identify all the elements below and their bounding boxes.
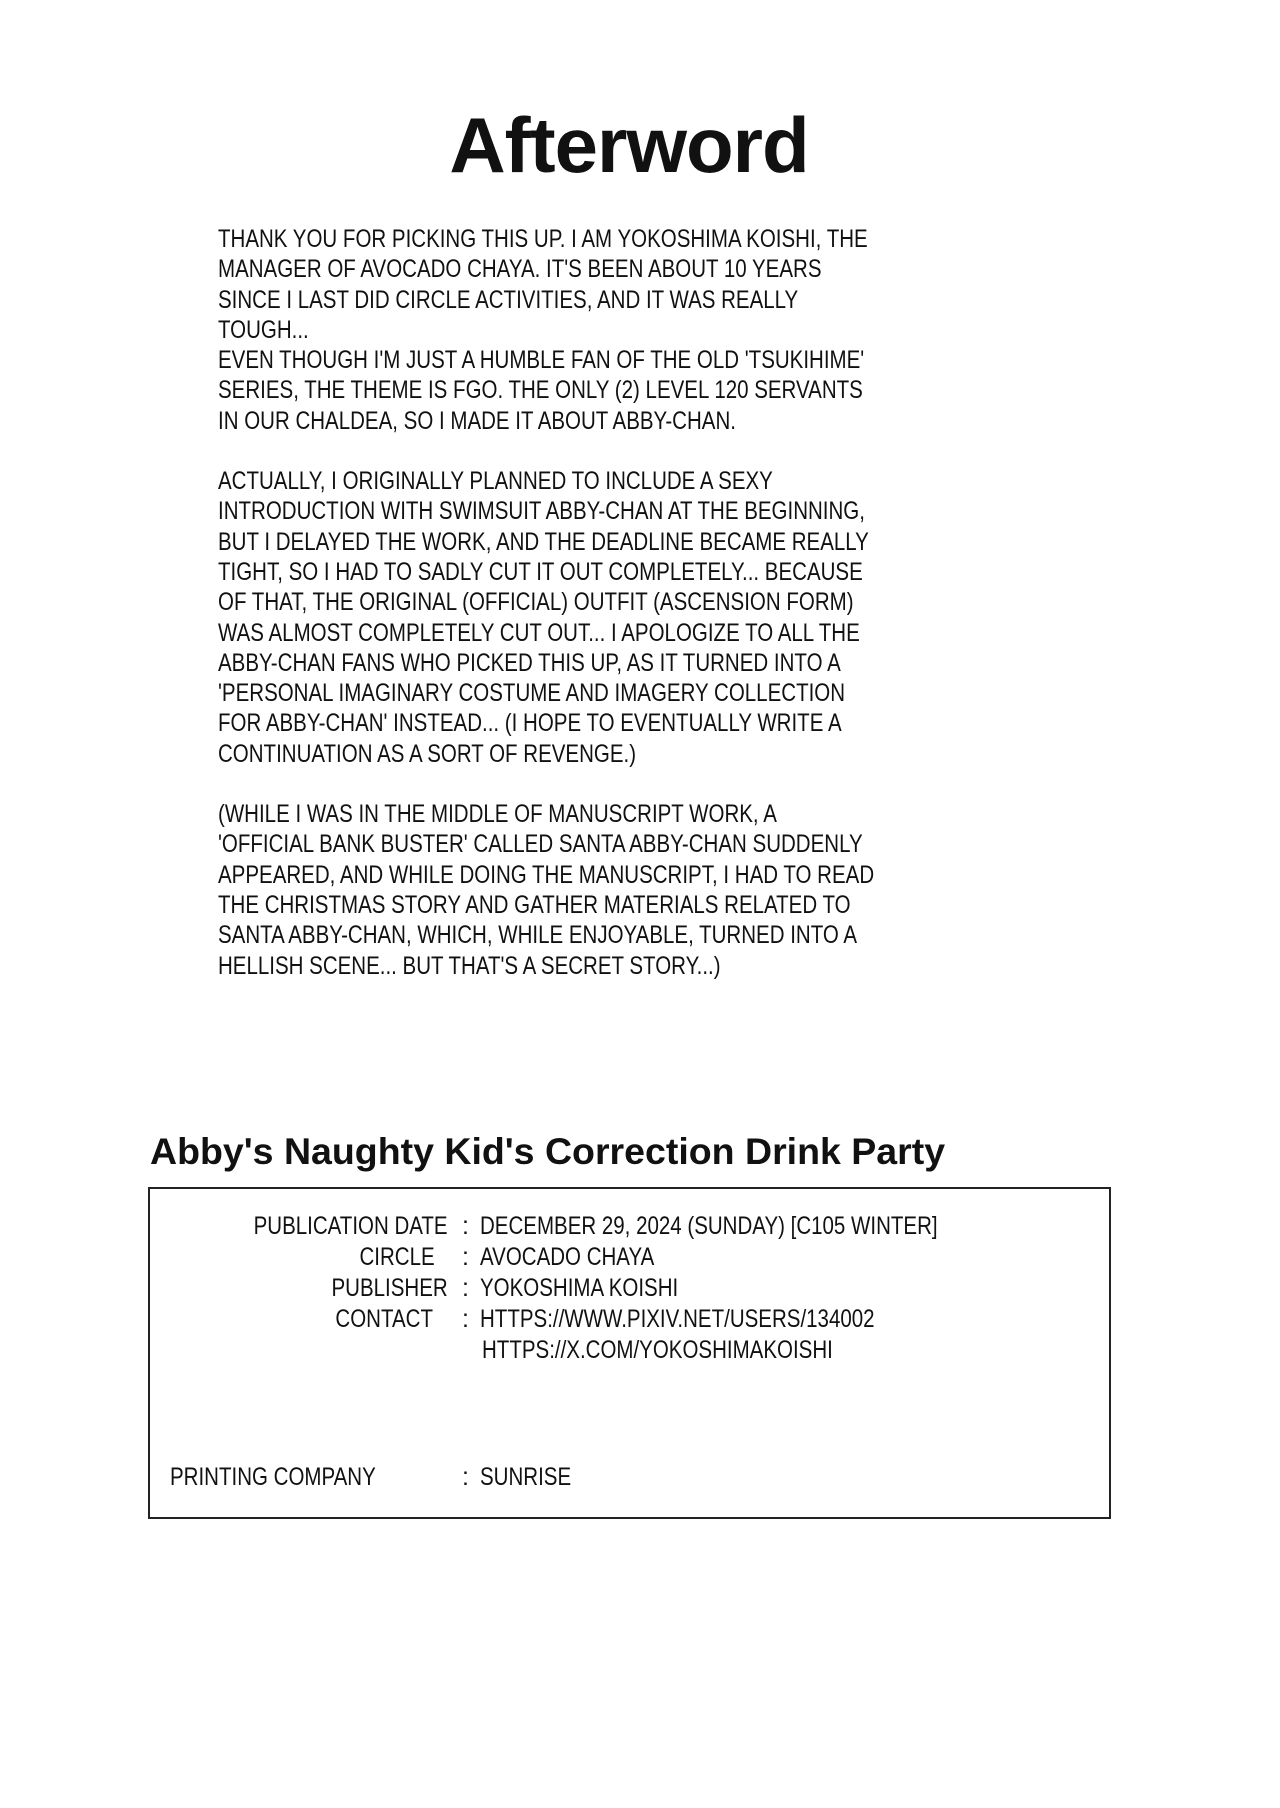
text-line [218, 951, 1018, 981]
text-line [218, 406, 1018, 436]
text-line [218, 466, 1018, 496]
contact-label: CONTACT [335, 1305, 433, 1333]
text-line-content: HELLISH SCENE... BUT THAT'S A SECRET STORY...) [218, 951, 721, 980]
text-line [218, 557, 1018, 587]
colophon-box [148, 1187, 1111, 1519]
publisher-label: PUBLISHER [331, 1274, 448, 1302]
text-line-content: EVEN THOUGH I'M JUST A HUMBLE FAN OF THE OLD 'TSUKIHIME' [218, 346, 865, 375]
paragraph [218, 799, 1018, 981]
text-line [218, 224, 1018, 254]
text-line-content: INTRODUCTION WITH SWIMSUIT ABBY-CHAN AT THE BEGINNING, [218, 497, 865, 526]
text-line [218, 587, 1018, 617]
separator: : [462, 1243, 469, 1271]
text-line [218, 860, 1018, 890]
separator: : [462, 1212, 469, 1240]
text-line-content: FOR ABBY-CHAN' INSTEAD... (I HOPE TO EVENTUALLY WRITE A [218, 709, 842, 738]
circle-value: AVOCADO CHAYA [480, 1243, 655, 1271]
text-line-content: IN OUR CHALDEA, SO I MADE IT ABOUT ABBY-CHAN. [218, 406, 736, 435]
text-line-content: 'OFFICIAL BANK BUSTER' CALLED SANTA ABBY-CHAN SUDDENLY [218, 830, 863, 859]
text-line [218, 920, 1018, 950]
publication-date-label: PUBLICATION DATE [253, 1212, 448, 1240]
text-line-content: 'PERSONAL IMAGINARY COSTUME AND IMAGERY COLLECTION [218, 679, 846, 708]
text-line [218, 708, 1018, 738]
separator: : [462, 1305, 469, 1333]
separator: : [462, 1274, 469, 1302]
text-line [218, 799, 1018, 829]
text-line-content: ACTUALLY, I ORIGINALLY PLANNED TO INCLUDE A SEXY [218, 467, 773, 496]
page-title: Afterword [449, 101, 809, 189]
text-line [218, 315, 1018, 345]
printing-company-label: PRINTING COMPANY [170, 1463, 376, 1491]
text-line [218, 285, 1018, 315]
text-line [218, 375, 1018, 405]
publication-date-value: DECEMBER 29, 2024 (SUNDAY) [C105 WINTER] [480, 1212, 938, 1240]
contact-link-pixiv: HTTPS://WWW.PIXIV.NET/USERS/134002 [480, 1305, 875, 1333]
text-line-content: CONTINUATION AS A SORT OF REVENGE.) [218, 739, 637, 768]
separator: : [462, 1463, 469, 1491]
paragraph [218, 466, 1018, 769]
text-line-content: APPEARED, AND WHILE DOING THE MANUSCRIPT, I HAD TO READ [218, 860, 875, 889]
text-line [218, 254, 1018, 284]
text-line-content: TOUGH... [218, 315, 309, 344]
text-line-content: OF THAT, THE ORIGINAL (OFFICIAL) OUTFIT (ASCENSION FORM) [218, 588, 854, 617]
text-line-content: THANK YOU FOR PICKING THIS UP. I AM YOKOSHIMA KOISHI, THE [218, 225, 868, 253]
text-line [218, 345, 1018, 375]
circle-label: CIRCLE [359, 1243, 435, 1271]
text-line [218, 739, 1018, 769]
text-line-content: SANTA ABBY-CHAN, WHICH, WHILE ENJOYABLE, TURNED INTO A [218, 921, 858, 950]
afterword-body [218, 224, 1018, 1011]
text-line-content: (WHILE I WAS IN THE MIDDLE OF MANUSCRIPT WORK, A [218, 800, 777, 829]
publisher-value: YOKOSHIMA KOISHI [480, 1274, 679, 1302]
text-line [218, 829, 1018, 859]
text-line-content: BUT I DELAYED THE WORK, AND THE DEADLINE BECAME REALLY [218, 527, 869, 556]
text-line-content: ABBY-CHAN FANS WHO PICKED THIS UP, AS IT TURNED INTO A [218, 648, 841, 677]
contact-link-x: HTTPS://X.COM/YOKOSHIMAKOISHI [482, 1336, 833, 1364]
text-line [218, 890, 1018, 920]
text-line [218, 618, 1018, 648]
text-line [218, 648, 1018, 678]
text-line-content: TIGHT, SO I HAD TO SADLY CUT IT OUT COMPLETELY... BECAUSE [218, 557, 863, 586]
text-line-content: SINCE I LAST DID CIRCLE ACTIVITIES, AND IT WAS REALLY [218, 285, 799, 314]
text-line-content: THE CHRISTMAS STORY AND GATHER MATERIALS RELATED TO [218, 890, 851, 919]
paragraph [218, 224, 1018, 436]
printing-company-value: SUNRISE [480, 1463, 572, 1491]
text-line [218, 527, 1018, 557]
text-line-content: WAS ALMOST COMPLETELY CUT OUT... I APOLOGIZE TO ALL THE [218, 618, 860, 647]
book-title: Abby's Naughty Kid's Correction Drink Party [150, 1130, 946, 1172]
text-line-content: MANAGER OF AVOCADO CHAYA. IT'S BEEN ABOUT 10 YEARS [218, 255, 822, 284]
text-line [218, 678, 1018, 708]
text-line-content: SERIES, THE THEME IS FGO. THE ONLY (2) LEVEL 120 SERVANTS [218, 376, 863, 405]
text-line [218, 496, 1018, 526]
